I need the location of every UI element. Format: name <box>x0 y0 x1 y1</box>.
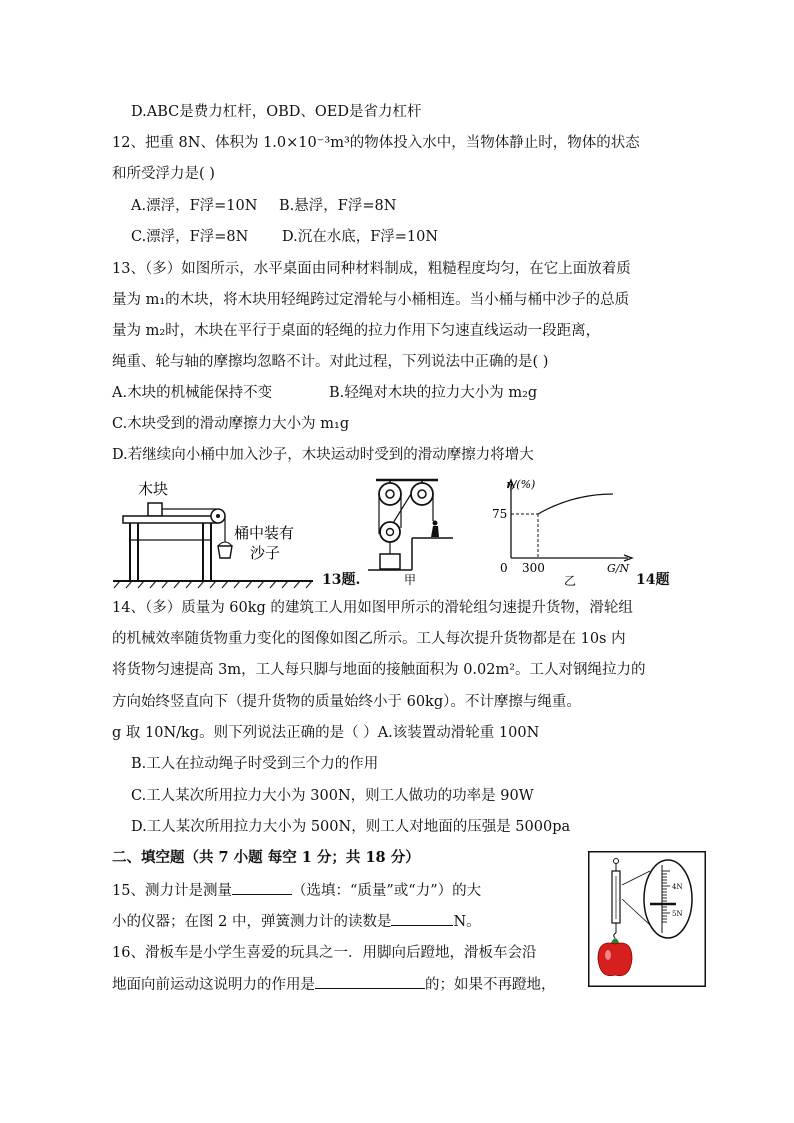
graph-x-mark: 300 <box>522 561 545 575</box>
q14-stem-line-2: 的机械效率随货物重力变化的图像如图乙所示。工人每次提升货物都是在 10s 内 <box>112 631 626 647</box>
q13-option-b: B.轻绳对木块的拉力大小为 m₂g <box>329 385 538 401</box>
q15-line-2 <box>112 911 481 932</box>
q12-option-b: B.悬浮，F浮=8N <box>279 198 397 214</box>
q13-stem-line-3: 量为 m₂时，木块在平行于桌面的轻绳的拉力作用下匀速直线运动一段距离， <box>112 323 601 339</box>
graph-x-axis-label: G/N <box>607 562 630 575</box>
table-top <box>123 516 218 523</box>
q15-line-1 <box>112 880 481 901</box>
worker-body <box>431 526 439 537</box>
q13-option-d: D.若继续向小桶中加入沙子，木块运动时受到的滑动摩擦力将增大 <box>112 447 534 463</box>
q16-text-2b: 的；如果不再蹬地， <box>425 977 556 993</box>
q15-text-2: （选填：“质量”或“力”）的大 <box>291 883 482 899</box>
q11-option-d: D.ABC是费力杠杆，OBD、OED是省力杠杆 <box>131 104 422 120</box>
scale-label-4n: 4N <box>672 883 683 891</box>
bucket-label-line-2: 沙子 <box>250 544 281 562</box>
graph-y-axis-label: η/(%) <box>506 478 536 491</box>
q15-text-1: 15、测力计是测量 <box>112 883 232 899</box>
q13-caption: 13题. <box>322 572 361 588</box>
wooden-block <box>148 503 162 516</box>
graph-origin-label: 0 <box>500 561 508 575</box>
q13-stem-line-1: 13、（多）如图所示，水平桌面由同种材料制成，粗糙程度均匀，在它上面放着质 <box>112 261 631 277</box>
yi-label: 乙 <box>564 574 577 588</box>
q13-table-pulley-figure <box>108 474 323 590</box>
q13-option-a: A.木块的机械能保持不变 <box>112 385 273 401</box>
jia-label: 甲 <box>404 573 417 587</box>
q14-stem-line-1: 14、（多）质量为 60kg 的建筑工人用如图甲所示的滑轮组匀速提升货物，滑轮组 <box>112 600 633 616</box>
section-2-heading: 二、填空题（共 7 小题 每空 1 分；共 18 分） <box>112 849 420 866</box>
q14-option-d: D.工人某次所用拉力大小为 500N，则工人对地面的压强是 5000pa <box>131 819 571 835</box>
scale-label-5n: 5N <box>672 910 683 918</box>
q12-stem-line-1: 12、把重 8N、体积为 1.0×10⁻³m³的物体投入水中，当物体静止时，物体的状态 <box>112 135 640 151</box>
q14-caption: 14题 <box>636 572 670 588</box>
q15-text-4: N。 <box>453 914 481 930</box>
q14-option-c: C.工人某次所用拉力大小为 300N，则工人做功的功率是 90W <box>131 788 534 804</box>
q16-text-2a: 地面向前运动这说明力的作用是 <box>112 977 315 993</box>
bucket-label-line-1: 桶中装有 <box>234 524 295 542</box>
q12-option-a: A.漂浮，F浮=10N <box>131 198 258 214</box>
q14-option-b: B.工人在拉动绳子时受到三个力的作用 <box>131 756 379 772</box>
efficiency-curve <box>538 494 613 514</box>
graph-y-mark: 75 <box>492 507 508 521</box>
q13-stem-line-4: 绳重、轮与轴的摩擦均忽略不计。对此过程，下列说法中正确的是( ) <box>112 354 549 370</box>
q12-option-c: C.漂浮，F浮=8N <box>131 229 249 245</box>
q14-stem-line-3: 将货物匀速提高 3m，工人每只脚与地面的接触面积为 0.02m²。工人对钢绳拉力的 <box>112 662 646 678</box>
q16-line-1: 16、滑板车是小学生喜爱的玩具之一．用脚向后蹬地，滑板车会沿 <box>112 945 537 961</box>
worker-head <box>433 521 438 526</box>
q14-stem-line-4: 方向始终竖直向下（提升货物的质量始终小于 60kg）。不计摩擦与绳重。 <box>112 694 581 710</box>
apple-icon <box>598 943 632 976</box>
block-label: 木块 <box>138 480 169 498</box>
q15-blank-2[interactable] <box>391 911 453 926</box>
q15-text-3: 小的仪器；在图 2 中，弹簧测力计的读数是 <box>112 914 392 930</box>
q12-option-d: D.沉在水底，F浮=10N <box>282 229 439 245</box>
cargo-box <box>380 554 400 569</box>
q16-line-2 <box>112 974 556 995</box>
magnified-scale-bubble <box>644 860 692 938</box>
efficiency-graph-yi <box>478 474 638 590</box>
q13-stem-line-2: 量为 m₁的木块，将木块用轻绳跨过定滑轮与小桶相连。当小桶与桶中沙子的总质 <box>112 292 630 308</box>
q14-stem-line-5: g 取 10N/kg。则下列说法正确的是（ ）A.该装置动滑轮重 100N <box>112 725 540 741</box>
q16-blank-1[interactable] <box>315 974 425 989</box>
spring-scale-figure <box>588 851 706 987</box>
q12-stem-line-2: 和所受浮力是( ) <box>112 166 215 182</box>
bucket <box>218 546 232 558</box>
q13-option-c: C.木块受到的滑动摩擦力大小为 m₁g <box>112 416 350 432</box>
q15-blank-1[interactable] <box>232 880 292 895</box>
